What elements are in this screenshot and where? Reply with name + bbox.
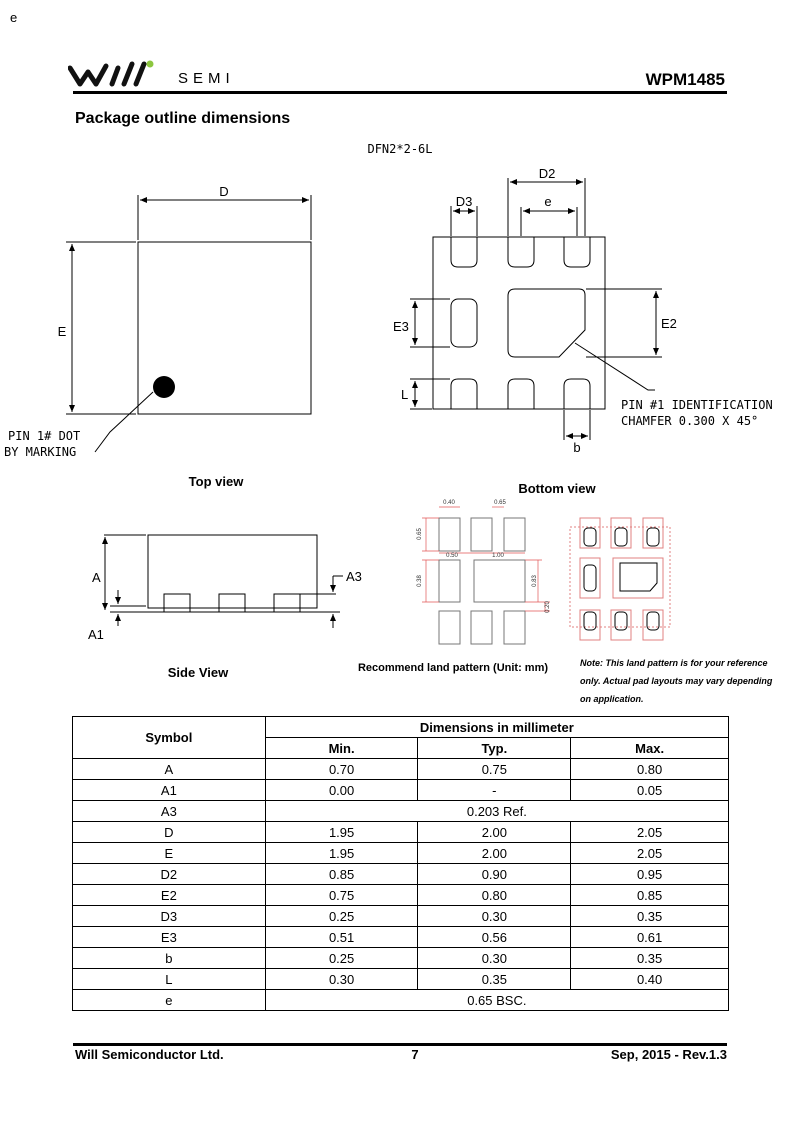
side-view-caption: Side View <box>167 665 229 680</box>
cell-typ: 0.80 <box>418 885 571 906</box>
land-note-line2: only. Actual pad layouts may vary depending <box>580 676 773 686</box>
cell-min: 0.25 <box>265 948 418 969</box>
cell-max: 2.05 <box>571 822 729 843</box>
table-row <box>73 822 729 843</box>
dim-a-label: A <box>92 570 101 585</box>
dim-e3-label: E3 <box>393 319 409 334</box>
land-note-line3: on application. <box>580 694 644 704</box>
land-pattern <box>439 518 525 644</box>
cell-symbol: A <box>73 759 266 780</box>
cell-typ: 0.35 <box>418 969 571 990</box>
dim-d3-label: D3 <box>455 194 473 209</box>
side-view <box>104 535 343 628</box>
footer-rule <box>73 1043 727 1046</box>
dim-d2-label: D2 <box>538 166 556 181</box>
cell-min: 0.00 <box>265 780 418 801</box>
land-note-line1: Note: This land pattern is for your reference <box>580 658 768 668</box>
cell-symbol: b <box>73 948 266 969</box>
cell-max: 0.61 <box>571 927 729 948</box>
cell-symbol: e <box>73 990 266 1011</box>
cell-max: 0.35 <box>571 948 729 969</box>
land-h038: 0.38 <box>417 575 423 587</box>
cell-max: 0.35 <box>571 906 729 927</box>
table-row <box>73 864 729 885</box>
symbol-header: Symbol <box>73 717 266 759</box>
cell-symbol: D2 <box>73 864 266 885</box>
package-drawing <box>0 130 800 710</box>
cell-typ: 0.75 <box>418 759 571 780</box>
cell-max: 2.05 <box>571 843 729 864</box>
land-overlay <box>570 518 670 640</box>
cell-min: 1.95 <box>265 843 418 864</box>
dim-b-label: b <box>573 440 581 455</box>
land-w065: 0.65 <box>494 500 506 506</box>
cell-min: 0.30 <box>265 969 418 990</box>
footer-page-number: 7 <box>411 1047 419 1062</box>
cell-symbol: E <box>73 843 266 864</box>
cell-max: 0.95 <box>571 864 729 885</box>
brand-text: SEMI <box>178 70 235 87</box>
cell-typ: 0.30 <box>418 948 571 969</box>
cell-symbol: A1 <box>73 780 266 801</box>
table-row <box>73 906 729 927</box>
dim-l-label: L <box>401 387 409 402</box>
cell-min: 0.25 <box>265 906 418 927</box>
cell-max: 0.85 <box>571 885 729 906</box>
table-row <box>73 927 729 948</box>
chamfer-label-line1: PIN #1 IDENTIFICATION <box>621 398 773 412</box>
table-row <box>73 969 729 990</box>
table-row <box>73 780 729 801</box>
cell-min: 0.75 <box>265 885 418 906</box>
table-row <box>73 843 729 864</box>
cell-symbol: D3 <box>73 906 266 927</box>
cell-typ: 2.00 <box>418 843 571 864</box>
cell-symbol: E3 <box>73 927 266 948</box>
cell-merged: 0.203 Ref. <box>265 801 728 822</box>
pin1-dot <box>153 376 175 398</box>
typ-header: Typ. <box>418 738 571 759</box>
land-pattern-dimlines <box>422 507 550 611</box>
cell-min: 1.95 <box>265 822 418 843</box>
pin1-label-line1: PIN 1# DOT <box>8 429 81 443</box>
section-title: Package outline dimensions <box>75 110 291 127</box>
footer-revision: Sep, 2015 - Rev.1.3 <box>610 1047 727 1062</box>
land-pattern-caption: Recommend land pattern (Unit: mm) <box>357 662 549 674</box>
corner-mark: e <box>10 10 18 25</box>
table-row <box>73 759 729 780</box>
land-h083: 0.83 <box>532 575 538 587</box>
dim-a3-label: A3 <box>346 569 362 584</box>
dimensions-table <box>72 716 729 1011</box>
table-row <box>73 801 729 822</box>
cell-typ: 0.56 <box>418 927 571 948</box>
cell-max: 0.80 <box>571 759 729 780</box>
cell-symbol: L <box>73 969 266 990</box>
cell-typ: 0.30 <box>418 906 571 927</box>
land-w050: 0.50 <box>446 553 458 559</box>
cell-min: 0.85 <box>265 864 418 885</box>
cell-merged: 0.65 BSC. <box>265 990 728 1011</box>
cell-min: 0.70 <box>265 759 418 780</box>
top-view <box>66 195 311 452</box>
dim-d-label: D <box>219 184 229 199</box>
cell-max: 0.40 <box>571 969 729 990</box>
table-row <box>73 948 729 969</box>
dims-header: Dimensions in millimeter <box>265 717 728 738</box>
dim-e2-label: E2 <box>661 316 677 331</box>
cell-symbol: A3 <box>73 801 266 822</box>
land-w040: 0.40 <box>443 500 455 506</box>
part-number: WPM1485 <box>645 70 725 89</box>
dimensions-table-body <box>73 759 729 1011</box>
dim-e-label: E <box>57 324 67 339</box>
min-header: Min. <box>265 738 418 759</box>
footer-company: Will Semiconductor Ltd. <box>75 1047 224 1062</box>
header-rule <box>73 91 727 94</box>
land-h065: 0.65 <box>417 528 423 540</box>
dim-a1-label: A1 <box>88 627 104 642</box>
land-w100: 1.00 <box>492 553 504 559</box>
pin1-label-line2: BY MARKING <box>4 445 77 459</box>
cell-symbol: E2 <box>73 885 266 906</box>
table-row <box>73 885 729 906</box>
package-name: DFN2*2-6L <box>367 142 433 156</box>
cell-symbol: D <box>73 822 266 843</box>
chamfer-label-line2: CHAMFER 0.300 X 45° <box>621 414 759 428</box>
will-semi-logo <box>68 58 268 92</box>
max-header: Max. <box>571 738 729 759</box>
cell-max: 0.05 <box>571 780 729 801</box>
bottom-view-caption: Bottom view <box>518 481 596 496</box>
cell-typ: 0.90 <box>418 864 571 885</box>
dim-pitch-label: e <box>544 194 552 209</box>
cell-typ: - <box>418 780 571 801</box>
cell-min: 0.51 <box>265 927 418 948</box>
table-row <box>73 990 729 1011</box>
top-view-caption: Top view <box>188 474 244 489</box>
land-h020: 0.20 <box>545 601 551 613</box>
cell-typ: 2.00 <box>418 822 571 843</box>
